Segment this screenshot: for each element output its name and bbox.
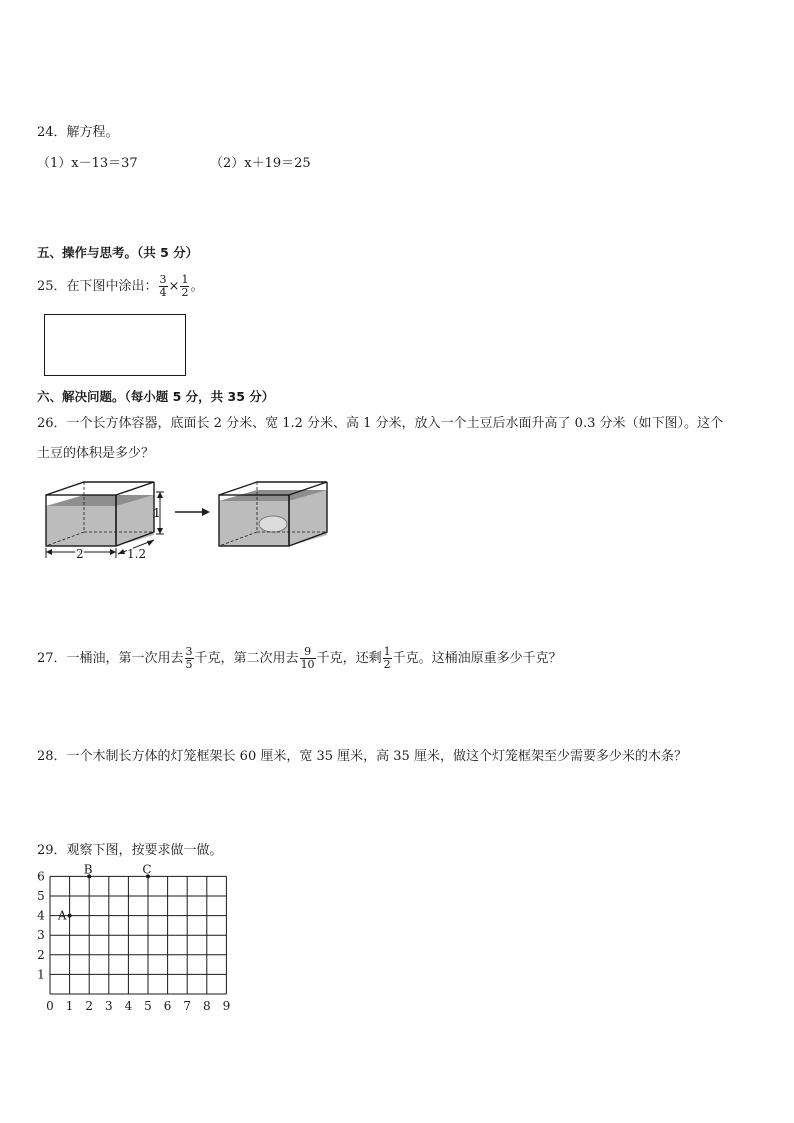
q29-title: 29．观察下图，按要求做一做。 [37, 843, 223, 858]
x-tick-label: 4 [124, 999, 133, 1013]
q27-prefix: 27．一桶油，第一次用去 [37, 651, 184, 666]
x-tick-label: 0 [46, 999, 54, 1013]
x-tick-label: 9 [222, 999, 231, 1013]
q25-prefix: 25．在下图中涂出： [37, 279, 158, 294]
point-label-c: C [142, 862, 152, 877]
section-6-heading: 六、解决问题。（每小题 5 分，共 35 分） [37, 389, 275, 404]
arrow-icon [175, 508, 210, 516]
y-tick-label: 6 [37, 869, 45, 884]
x-tick-label: 8 [202, 999, 211, 1013]
q27-mid-2: 千克，还剩 [316, 651, 382, 666]
q27-suffix: 千克。这桶油原重多少千克？ [392, 651, 562, 666]
y-tick-label: 1 [37, 967, 45, 982]
q24-equation-1: （1）x－13＝37 [37, 156, 138, 171]
potato-icon [259, 516, 287, 532]
x-tick-label: 2 [85, 999, 94, 1013]
left-box-water-front [46, 506, 116, 546]
q25-times: × [168, 279, 180, 294]
q27-fraction-1: $\frac{3}{5}$ [185, 645, 193, 671]
y-tick-label: 3 [37, 928, 45, 943]
y-tick-label: 5 [37, 889, 45, 903]
x-tick-label: 3 [104, 999, 113, 1013]
q25-suffix: 。 [190, 279, 204, 294]
dim-length-label: 2 [76, 547, 84, 561]
dim-height-label: 1 [153, 506, 161, 520]
dim-width-label: 1.2 [127, 547, 147, 561]
section-5-heading: 五、操作与思考。（共 5 分） [37, 245, 199, 260]
q27-fraction-2: $\frac{9}{10}$ [300, 645, 315, 671]
q24-title: 24．解方程。 [37, 125, 119, 140]
q27-fraction-3: $\frac{1}{2}$ [383, 645, 391, 671]
point-a [68, 914, 72, 918]
q26-container-diagram [40, 478, 370, 568]
point-label-b: B [83, 862, 93, 877]
y-tick-label: 4 [37, 908, 45, 923]
y-tick-label: 2 [37, 947, 45, 962]
x-tick-label: 5 [144, 999, 152, 1013]
q28-question: 28．一个木制长方体的灯笼框架长 60 厘米，宽 35 厘米，高 35 厘米，做这个灯笼框架至少需要多少米的木条？ [37, 749, 687, 764]
q26-line-2: 土豆的体积是多少？ [37, 446, 155, 461]
q27-mid-1: 千克，第二次用去 [194, 651, 299, 666]
q25-shading-rectangle[interactable] [44, 314, 186, 376]
q26-line-1: 26．一个长方体容器，底面长 2 分米、宽 1.2 分米、高 1 分米，放入一个土豆后水面升高了 0.3 分米（如下图）。这个 [37, 416, 723, 431]
q25-fraction-1: $\frac{3}{4}$ [159, 273, 167, 299]
q29-coordinate-grid [34, 862, 234, 1026]
q24-equation-2: （2）x＋19＝25 [210, 156, 311, 171]
x-tick-label: 6 [163, 999, 172, 1013]
q25-fraction-2: $\frac{1}{2}$ [181, 273, 189, 299]
x-tick-label: 7 [183, 999, 192, 1013]
q25-question [37, 274, 203, 299]
x-tick-label: 1 [65, 999, 74, 1013]
point-label-a: A [57, 908, 67, 923]
q27-question [37, 646, 562, 671]
